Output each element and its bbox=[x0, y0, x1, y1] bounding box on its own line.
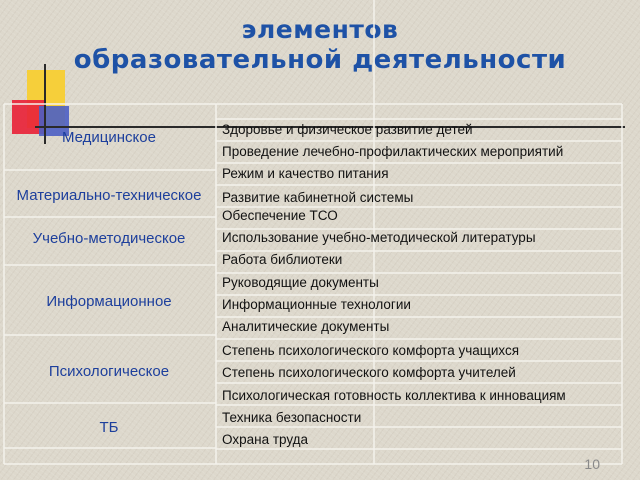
item-nutrition: Режим и качество питания bbox=[222, 166, 389, 181]
item-methodical-literature: Использование учебно-методической литературы bbox=[222, 230, 536, 245]
item-information-technologies: Информационные технологии bbox=[222, 297, 411, 312]
item-analytical-documents: Аналитические документы bbox=[222, 319, 390, 334]
item-teacher-comfort: Степень психологического комфорта учителей bbox=[222, 365, 516, 380]
item-medical-prevention: Проведение лечебно-профилактических мероприятий bbox=[222, 144, 564, 159]
page-number: 10 bbox=[584, 456, 600, 472]
item-library: Работа библиотеки bbox=[222, 252, 343, 267]
category-medical: Медицинское bbox=[62, 129, 156, 146]
slide-title-line-1: элементов bbox=[241, 15, 399, 44]
item-labor-protection: Охрана труда bbox=[222, 432, 309, 447]
item-student-comfort: Степень психологического комфорта учащихся bbox=[222, 343, 520, 358]
item-safety-engineering: Техника безопасности bbox=[222, 410, 362, 425]
slide-title bbox=[0, 14, 640, 76]
item-innovation-readiness: Психологическая готовность коллектива к инновациям bbox=[222, 388, 566, 403]
category-educational-methodical: Учебно-методическое bbox=[32, 230, 186, 247]
category-informational: Информационное bbox=[46, 293, 172, 310]
slide-title-line-2: образовательной деятельности bbox=[73, 45, 567, 75]
category-safety: ТБ bbox=[99, 419, 119, 436]
category-material-technical: Материально-техническое bbox=[16, 187, 202, 204]
item-tech-equipment: Обеспечение ТСО bbox=[222, 208, 338, 223]
category-psychological: Психологическое bbox=[48, 363, 170, 380]
item-governing-documents: Руководящие документы bbox=[222, 275, 379, 290]
item-classroom-system: Развитие кабинетной системы bbox=[222, 190, 414, 205]
item-health-development: Здоровье и физическое развитие детей bbox=[222, 122, 473, 137]
